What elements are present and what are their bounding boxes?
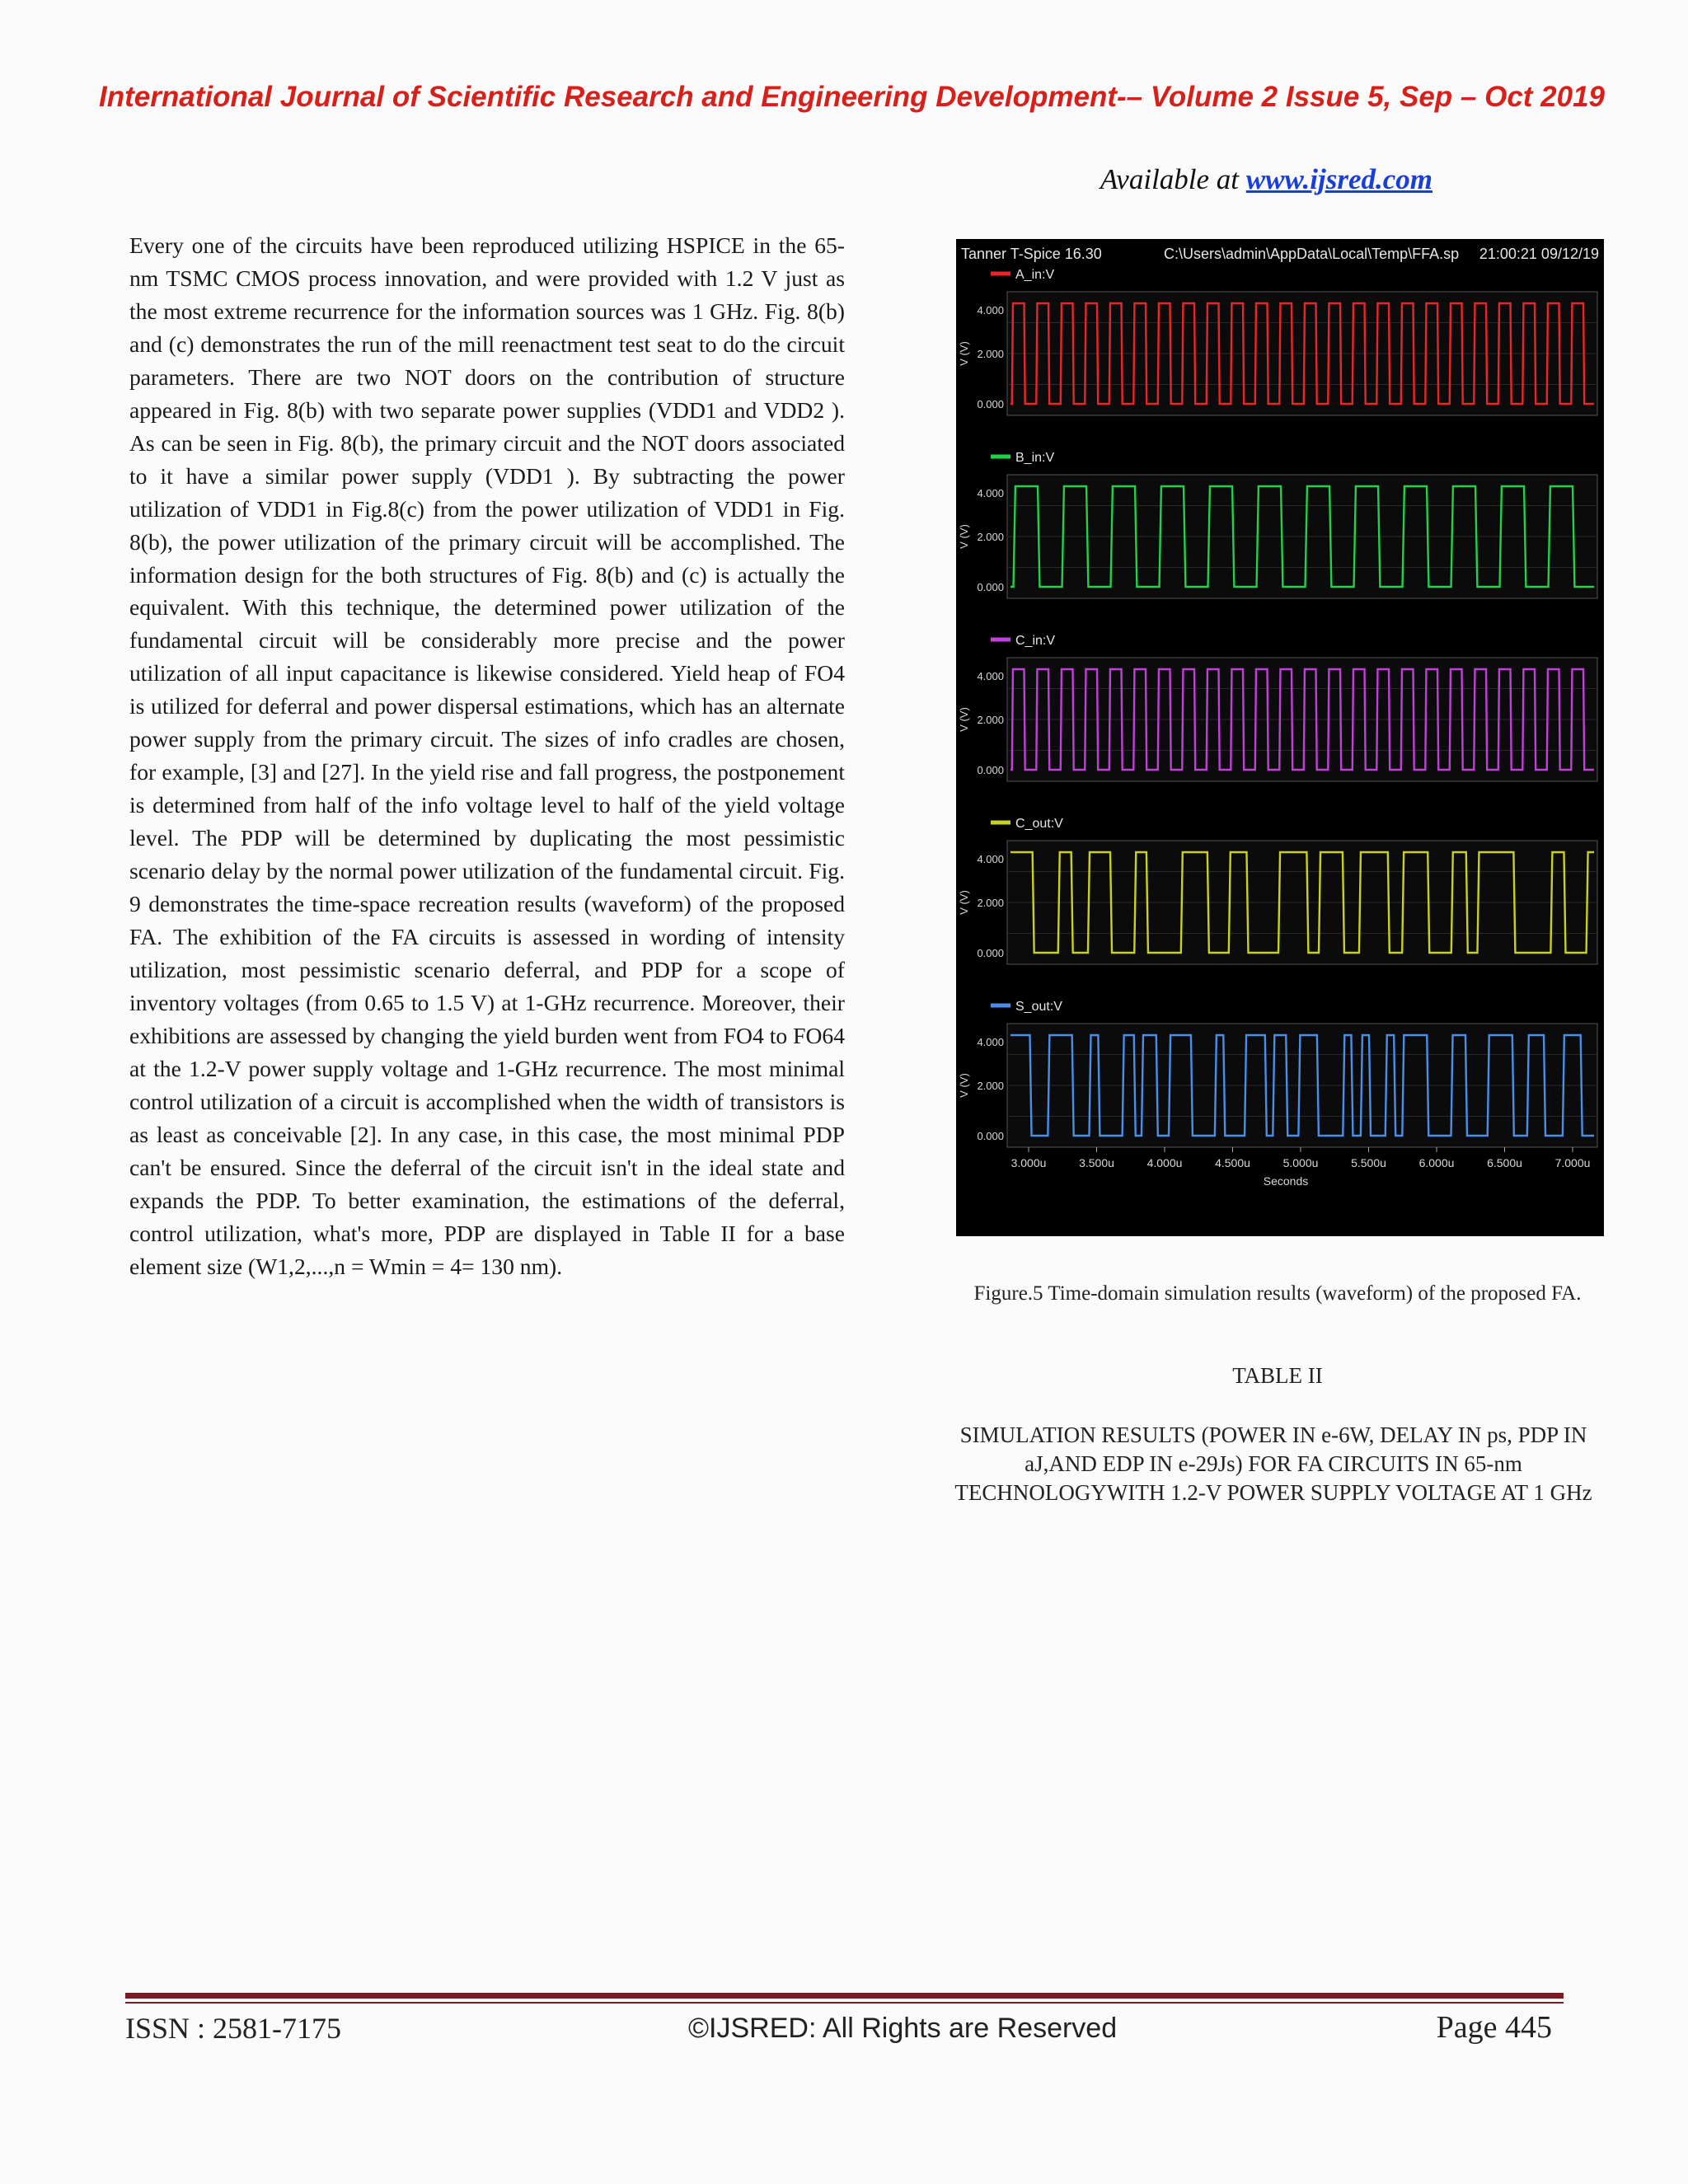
figure-timestamp: 21:00:21 09/12/19	[1479, 246, 1599, 262]
waveform-plot	[956, 239, 1604, 1236]
x-axis-label: Seconds	[1263, 1174, 1309, 1188]
waveform-figure	[956, 239, 1604, 1236]
available-prefix: Available at	[1100, 163, 1246, 195]
waveform-panel	[958, 268, 1597, 415]
x-tick-label: 5.000u	[1282, 1156, 1319, 1169]
y-axis-label: V (V)	[958, 524, 970, 549]
y-tick-label: 0.000	[977, 581, 1004, 593]
footer-copyright: ©IJSRED: All Rights are Reserved	[688, 2013, 1118, 2044]
footer-page-number: Page 445	[1436, 2010, 1552, 2045]
figure-app-title: Tanner T-Spice 16.30	[961, 246, 1102, 262]
y-tick-label: 4.000	[977, 670, 1004, 682]
figure-file-path: C:\Users\admin\AppData\Local\Temp\FFA.sp	[1164, 246, 1460, 262]
legend-label: A_in:V	[1015, 268, 1055, 282]
y-axis-label: V (V)	[958, 341, 970, 366]
y-axis-label: V (V)	[958, 707, 970, 732]
y-tick-label: 0.000	[977, 947, 1004, 959]
y-axis-label: V (V)	[958, 1073, 970, 1098]
x-tick-label: 4.500u	[1215, 1156, 1250, 1169]
y-tick-label: 2.000	[977, 714, 1004, 726]
body-paragraph: Every one of the circuits have been reproduced utilizing HSPICE in the 65-nm TSMC CMOS process innovation, and were provided with 1.2 V just as the most extreme recurrence for the information sources was 1 GHz. Fig. 8(b) and (c) demonstrates the run of the mill reenactment test seat to do the circuit parameters. There are two NOT doors on the contribution of structure appeared in Fig. 8(b) with two separate power supplies (VDD1 and VDD2 ). As can be seen in Fig. 8(b), the primary circuit and the NOT doors associated to it have a similar power supply (VDD1 ). By subtracting the power utilization of VDD1 in Fig.8(c) from the power utilization of VDD1 in Fig. 8(b), the power utilization of the primary circuit will be accomplished. The information design for the both structures of Fig. 8(b) and (c) is actually the equivalent. With this technique, the determined power utilization of the fundamental circuit will be considerably more precise and the power utilization of all input capacitance is likewise considered. Yield heap of FO4 is utilized for deferral and power dispersal estimations, which has an alternate power supply from the primary circuit. The sizes of info cradles are chosen, for example, [3] and [27]. In the yield rise and fall progress, the postponement is determined from half of the info voltage level to half of the yield voltage level. The PDP will be determined by duplicating the most pessimistic scenario delay by the normal power utilization of the fundamental circuit. Fig. 9 demonstrates the time-space recreation results (waveform) of the proposed FA. The exhibition of the FA circuits is assessed in wording of intensity utilization, most pessimistic scenario deferral, and PDP for a scope of inventory voltages (from 0.65 to 1.5 V) at 1-GHz recurrence. Moreover, their exhibitions are assessed by changing the yield burden went from FO4 to FO64 at the 1.2-V power supply voltage and 1-GHz recurrence. The most minimal control utilization of a circuit is accomplished when the width of transistors is as least as conceivable [2]. In any case, in this case, the most minimal PDP can't be ensured. Since the deferral of the circuit isn't in the ideal state and expands the PDP. To better examination, the estimations of the deferral, control utilization, what's more, PDP are displayed in Table II for a base element size (W1,2,...,n = Wmin = 4= 130 nm).	[129, 232, 845, 1279]
legend-label: S_out:V	[1015, 1000, 1062, 1014]
y-tick-label: 0.000	[977, 764, 1004, 776]
waveform-panel	[958, 634, 1597, 781]
legend-label: C_in:V	[1015, 634, 1056, 648]
waveform-panel	[958, 451, 1597, 598]
legend-label: B_in:V	[1015, 451, 1055, 465]
available-at	[1100, 163, 1432, 196]
table-label: TABLE II	[1232, 1363, 1323, 1388]
x-tick-label: 5.500u	[1351, 1156, 1386, 1169]
y-tick-label: 4.000	[977, 853, 1004, 865]
journal-header: International Journal of Scientific Research and Engineering Development-– Volume 2 Issue 5, Sep – Oct 2019	[99, 81, 1606, 113]
table-caption: SIMULATION RESULTS (POWER IN e-6W, DELAY IN ps, PDP IN aJ,AND EDP IN e-29Js) FOR FA CIRCUITS IN 65-nm TECHNOLOGYWITH 1.2-V POWER SUPPLY VOLTAGE AT 1 GHz	[954, 1422, 1592, 1505]
y-tick-label: 2.000	[977, 348, 1004, 360]
x-tick-label: 7.000u	[1554, 1156, 1591, 1169]
y-tick-label: 2.000	[977, 897, 1004, 909]
journal-link[interactable]: www.ijsred.com	[1245, 163, 1432, 195]
x-tick-label: 6.500u	[1487, 1156, 1522, 1169]
footer-issn: ISSN : 2581-7175	[125, 2012, 342, 2045]
footer-rule	[125, 1993, 1564, 1999]
x-tick-label: 3.500u	[1079, 1156, 1114, 1169]
legend-label: C_out:V	[1015, 817, 1063, 831]
y-tick-label: 4.000	[977, 487, 1004, 499]
footer-rule-thin	[125, 2002, 1564, 2004]
y-axis-label: V (V)	[958, 890, 970, 915]
y-tick-label: 4.000	[977, 1036, 1004, 1048]
y-tick-label: 4.000	[977, 304, 1004, 316]
waveform-panel	[958, 817, 1597, 964]
x-tick-label: 4.000u	[1146, 1156, 1183, 1169]
x-tick-label: 6.000u	[1418, 1156, 1455, 1169]
y-tick-label: 2.000	[977, 531, 1004, 543]
figure-caption: Figure.5 Time-domain simulation results (waveform) of the proposed FA.	[973, 1282, 1582, 1305]
waveform-panel	[958, 1000, 1597, 1147]
y-tick-label: 0.000	[977, 1130, 1004, 1142]
y-tick-label: 2.000	[977, 1080, 1004, 1092]
x-tick-label: 3.000u	[1010, 1156, 1047, 1169]
y-tick-label: 0.000	[977, 398, 1004, 410]
